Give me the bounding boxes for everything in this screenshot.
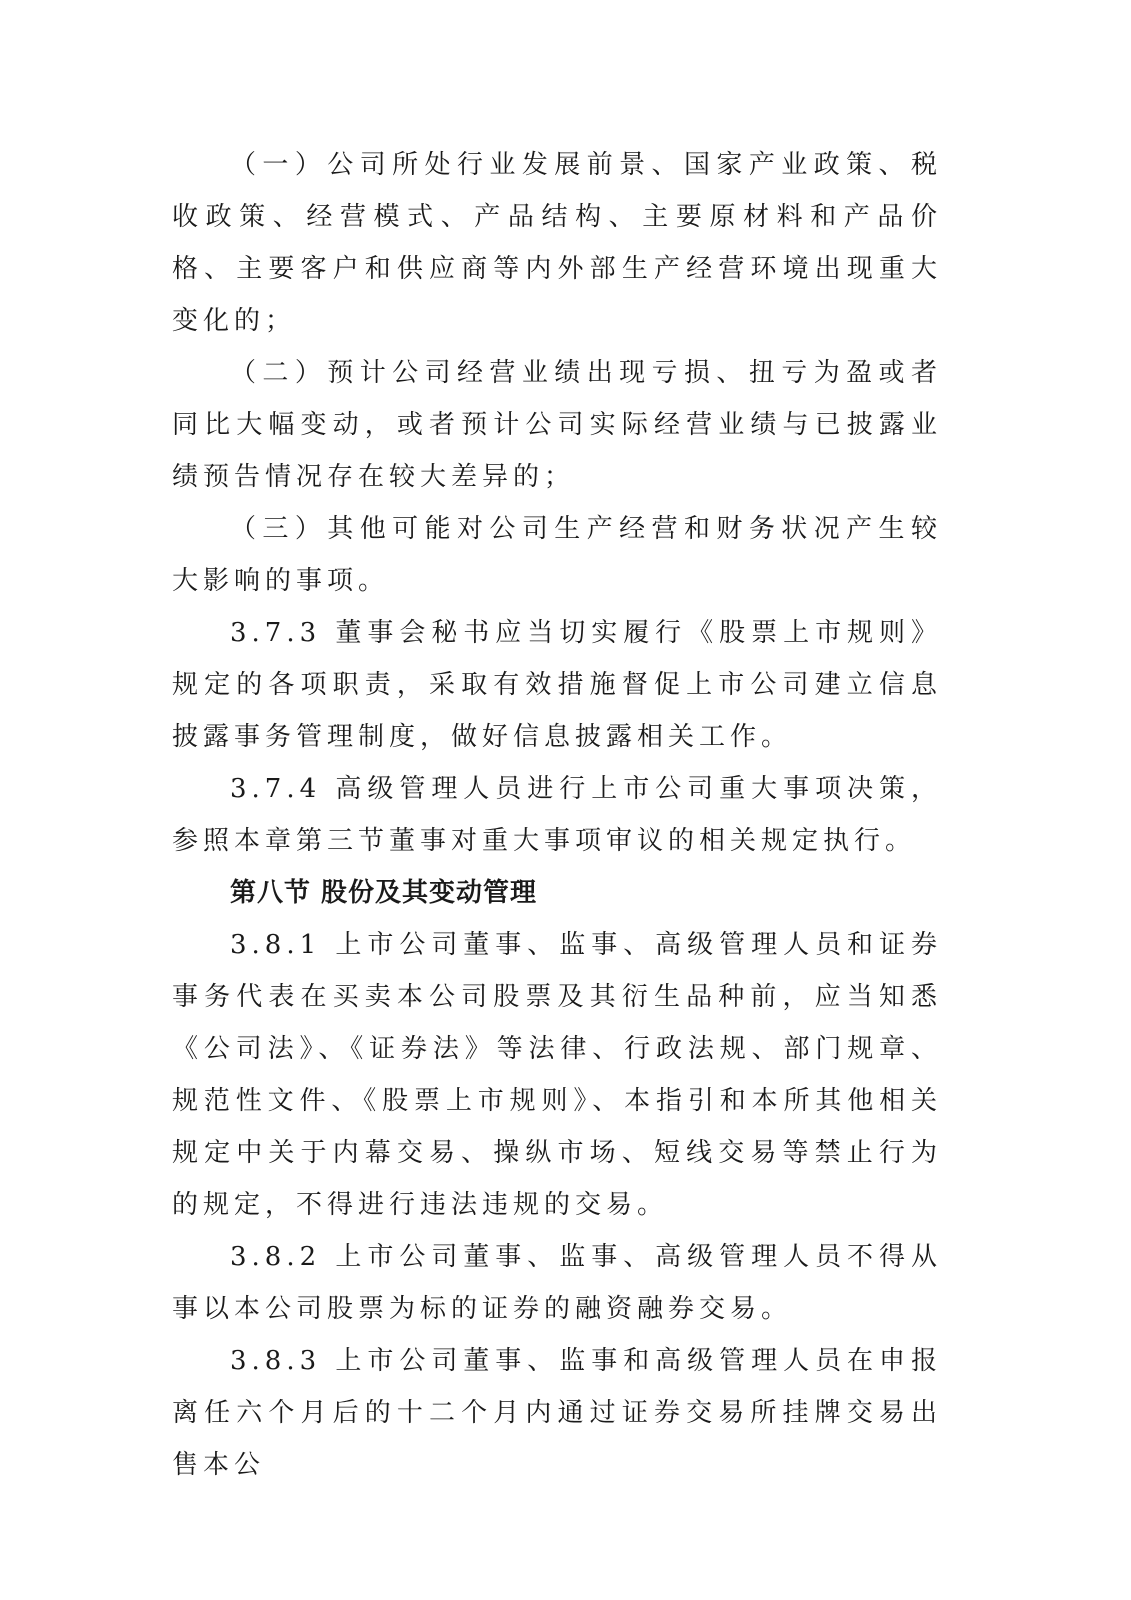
paragraph-item-3: （三）其他可能对公司生产经营和财务状况产生较大影响的事项。 xyxy=(172,514,942,596)
paragraph-item-2: （二）预计公司经营业绩出现亏损、扭亏为盈或者同比大幅变动，或者预计公司实际经营业绩与已披露业绩预告情况存在较大差异的； xyxy=(172,358,942,492)
paragraph-3-8-3: 3.8.3 上市公司董事、监事和高级管理人员在申报离任六个月后的十二个月内通过证券交易所挂牌交易出售本公 xyxy=(172,1346,942,1480)
document-page xyxy=(172,139,942,1491)
paragraph-3-7-3: 3.7.3 董事会秘书应当切实履行《股票上市规则》规定的各项职责，采取有效措施督促上市公司建立信息披露事务管理制度，做好信息披露相关工作。 xyxy=(172,618,942,752)
section-heading: 第八节 股份及其变动管理 xyxy=(230,878,538,908)
paragraph-item-1: （一）公司所处行业发展前景、国家产业政策、税收政策、经营模式、产品结构、主要原材料和产品价格、主要客户和供应商等内外部生产经营环境出现重大变化的； xyxy=(172,150,942,336)
paragraph-3-8-2: 3.8.2 上市公司董事、监事、高级管理人员不得从事以本公司股票为标的证券的融资融券交易。 xyxy=(172,1242,942,1324)
paragraph-3-8-1: 3.8.1 上市公司董事、监事、高级管理人员和证券事务代表在买卖本公司股票及其衍生品种前，应当知悉《公司法》、《证券法》等法律、行政法规、部门规章、规范性文件、《股票上市规则》、本指引和本所其他相关规定中关于内幕交易、操纵市场、短线交易等禁止行为的规定，不得进行违法违规的交易。 xyxy=(172,930,942,1220)
paragraph-3-7-4: 3.7.4 高级管理人员进行上市公司重大事项决策，参照本章第三节董事对重大事项审议的相关规定执行。 xyxy=(172,774,942,856)
